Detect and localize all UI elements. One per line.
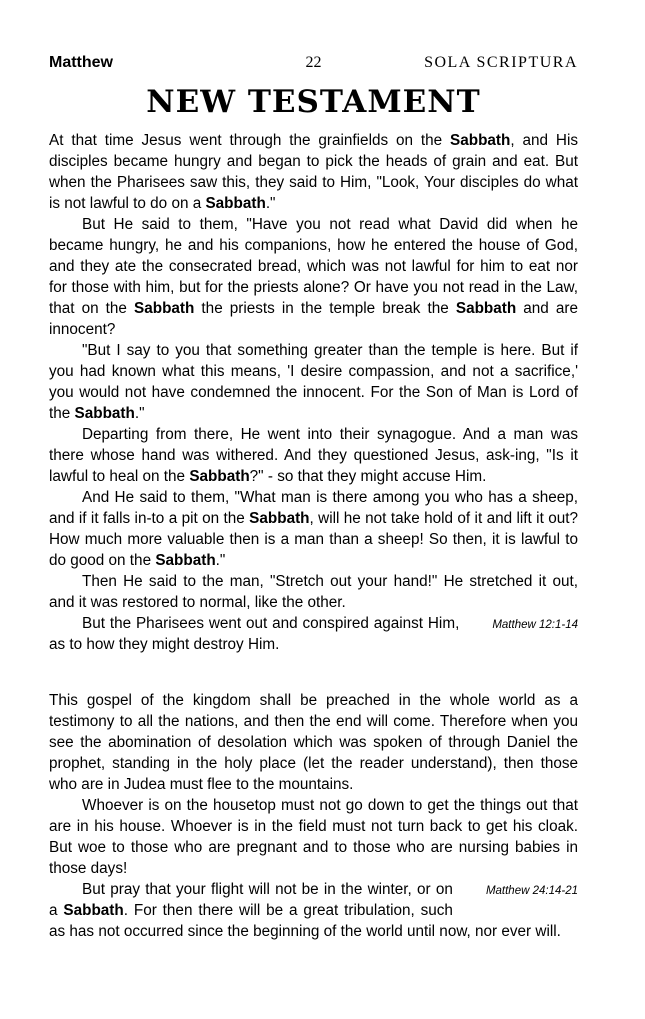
paragraph — [49, 424, 578, 487]
text-run: But pray that your flight will not be in the winter, or on a — [49, 881, 453, 919]
emphasized-word: Sabbath — [155, 552, 216, 569]
text-run: and are innocent? — [49, 300, 578, 338]
section-gap — [49, 655, 578, 690]
emphasized-word: Sabbath — [74, 405, 135, 422]
emphasized-word: Sabbath — [134, 300, 195, 317]
text-run: ." — [134, 405, 145, 422]
emphasized-word: Sabbath — [189, 468, 250, 485]
paragraph — [49, 130, 578, 214]
paragraph — [49, 879, 578, 942]
emphasized-word: Sabbath — [63, 902, 124, 919]
text-run: "But I say to you that something greater than the temple is here. But if you had known what this means, 'I desire compassion, and not a sacrifice,' you would not have condemned the innocent. For the Son of Man is Lord of the — [49, 342, 578, 422]
passage-matthew-24 — [49, 690, 578, 942]
page — [49, 52, 578, 942]
text-run: Whoever is on the housetop must not go down to get the things out that are in his house. Whoever is in the field must not turn back to get his cloak. But woe to those who are pregnant and to those who are nursing babies in those days! — [49, 797, 578, 877]
paragraph — [49, 340, 578, 424]
paragraph — [49, 487, 578, 571]
paragraph — [49, 613, 578, 655]
text-run: And He said to them, "What man is there among you who has a sheep, and if it falls in-to a pit on the — [49, 489, 578, 527]
emphasized-word: Sabbath — [455, 300, 517, 317]
book-name: Matthew — [49, 54, 113, 71]
emphasized-word: Sabbath — [249, 510, 310, 527]
text-run: Then He said to the man, "Stretch out your hand!" He stretched it out, and it was restored to normal, like the other. — [49, 573, 578, 611]
text-run: . For then there will be a great tribulation, such as has not occurred since the beginning of the world until now, nor ever will. — [49, 902, 561, 940]
text-run: But He said to them, "Have you not read what David did when he became hungry, he and his companions, how he entered the house of God, and they ate the consecrated bread, which was not lawful for him to eat nor for those with him, but for the priests alone? Or have you not read in the Law, that on the — [49, 216, 578, 317]
passage-matthew-12 — [49, 130, 578, 655]
emphasized-word: Sabbath — [205, 195, 266, 212]
scripture-reference: Matthew 12:1-14 — [492, 619, 578, 631]
emphasized-word: Sabbath — [450, 132, 511, 149]
scripture-reference: Matthew 24:14-21 — [485, 885, 578, 897]
text-run: ?" - so that they might accuse Him. — [249, 468, 487, 485]
text-run: , will he not take hold of it and lift it out? How much more valuable then is a man than a sheep! So then, it is lawful to do good on the — [49, 510, 578, 569]
series-title: SOLA SCRIPTURA — [424, 54, 578, 71]
text-run: ." — [215, 552, 226, 569]
text-run: , and His disciples became hungry and began to pick the heads of grain and eat. But when the Pharisees saw this, they said to Him, "Look, Your disciples do what is not lawful to do on a — [49, 132, 578, 212]
paragraph — [49, 571, 578, 613]
paragraph — [49, 214, 578, 340]
text-run: ." — [265, 195, 276, 212]
text-run: But the Pharisees went out and conspired against Him, as to how they might destroy Him. — [49, 615, 460, 653]
page-title: NEW TESTAMENT — [146, 84, 481, 120]
page-header — [49, 52, 578, 76]
text-run: At that time Jesus went through the grainfields on the — [49, 132, 451, 149]
text-run: the priests in the temple break the — [194, 300, 456, 317]
text-run: Departing from there, He went into their synagogue. And a man was there whose hand was withered. And they questioned Jesus, ask-ing, "Is it lawful to heal on the — [49, 426, 578, 485]
paragraph — [49, 795, 578, 879]
text-run: This gospel of the kingdom shall be preached in the whole world as a testimony to all the nations, and then the end will come. Therefore when you see the abomination of desolation which was spoken of through Daniel the prophet, standing in the holy place (let the reader understand), then those who are in Judea must flee to the mountains. — [49, 692, 578, 793]
page-number: 22 — [305, 54, 322, 71]
paragraph — [49, 690, 578, 795]
